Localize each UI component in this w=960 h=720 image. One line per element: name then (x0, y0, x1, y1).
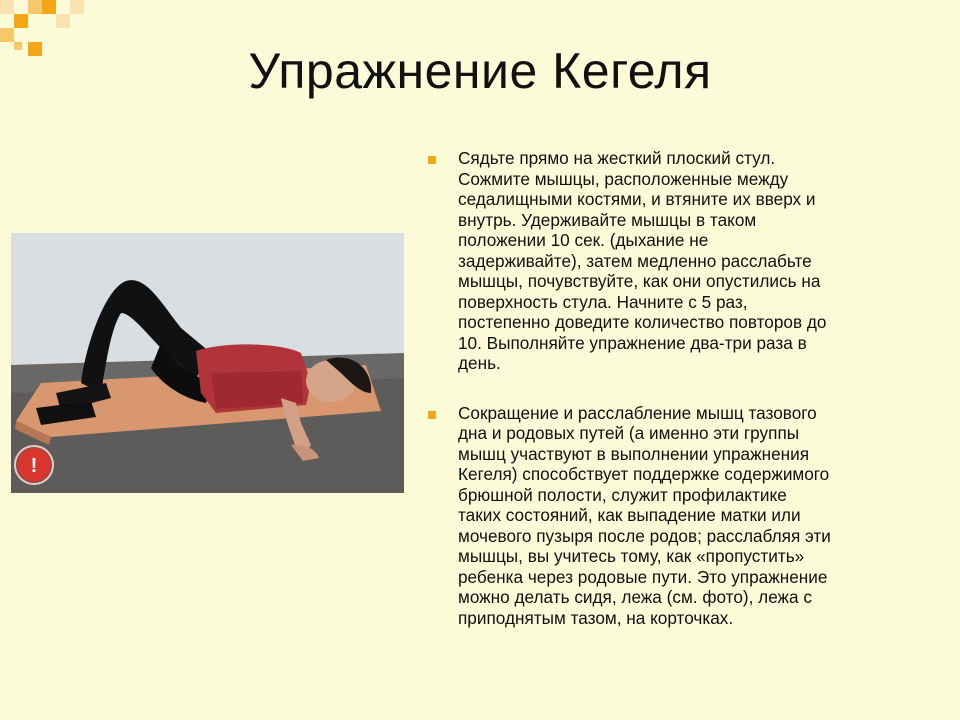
bullet-square-icon (428, 411, 436, 419)
photo-badge: ! (30, 455, 38, 477)
bullet-item (420, 148, 940, 374)
bullet-text-1: Сядьте прямо на жесткий плоский стул. Сожмите мышцы, расположенные между седалищными костями, и втяните их вверх и внутрь. Удерживайте мышцы в таком положении 10 сек. (дыхание не задерживайте), затем медленно расслабьте мышцы, почувствуйте, как они опустились на поверхность стула. Начните с 5 раз, постепенно доведите количество повторов до 10. Выполняйте упражнение два-три раза в день. (458, 148, 827, 373)
bullet-item (420, 403, 940, 629)
bullet-list (420, 148, 940, 657)
bullet-text-2: Сокращение и расслабление мышц тазового дна и родовых путей (а именно эти группы мышц участвуют в выполнении упражнения Кегеля) способствует поддержке содержимого брюшной полости, служит профилактике таких состояний, как выпадение матки или мочевого пузыря после родов; расслабляя эти мышцы, вы учитесь тому, как «пропустить» ребенка через родовые пути. Это упражнение можно делать сидя, лежа (см. фото), лежа с приподнятым тазом, на корточках. (458, 402, 831, 628)
exercise-photo (11, 233, 404, 493)
bullet-square-icon (428, 156, 436, 164)
slide-title: Упражнение Кегеля (248, 43, 712, 99)
